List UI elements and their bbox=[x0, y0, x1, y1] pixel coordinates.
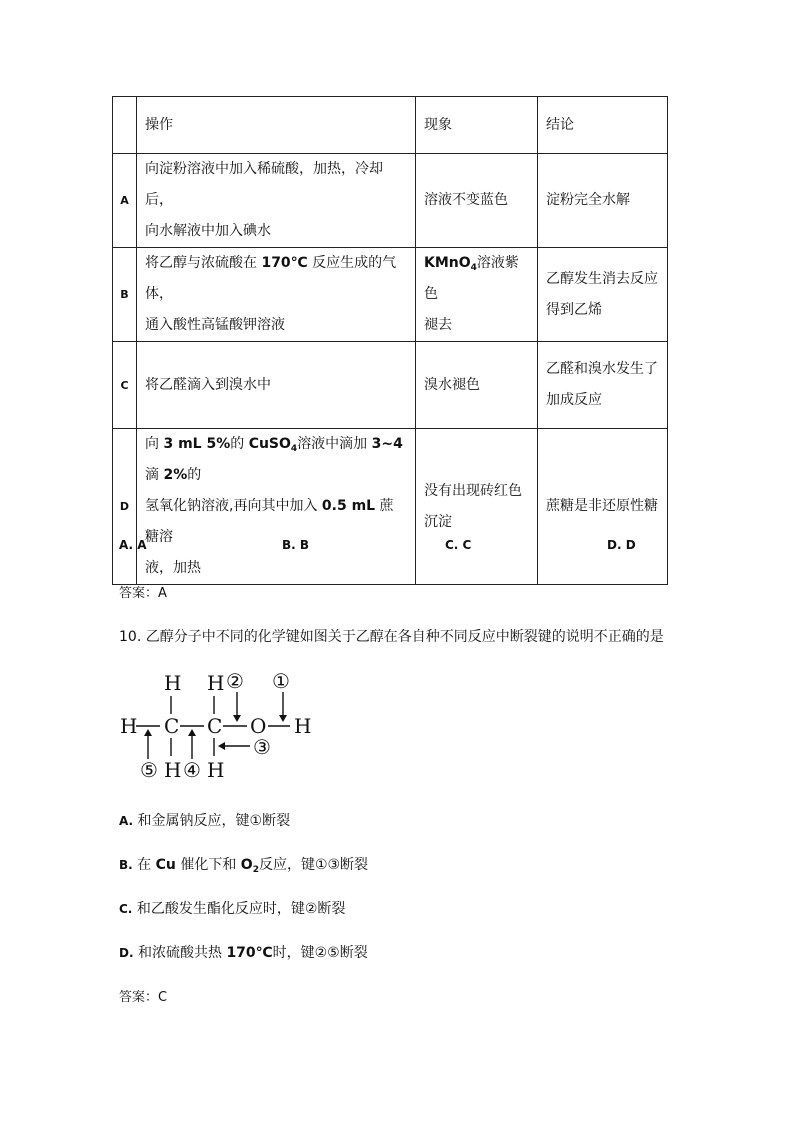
table-row bbox=[113, 248, 668, 342]
table-row bbox=[113, 429, 668, 585]
text-run: 3 mL 5% bbox=[163, 436, 231, 452]
cell-line: 通入酸性高锰酸钾溶液 bbox=[145, 317, 285, 333]
arrowhead-5 bbox=[144, 729, 152, 736]
text-run: 将乙醇与浓硫酸在 bbox=[145, 255, 262, 271]
arrowhead-4 bbox=[188, 729, 196, 736]
cell-line bbox=[145, 248, 407, 310]
cell-phenomenon: 溴水褪色 bbox=[416, 342, 538, 429]
text-run: 溶液紫色 bbox=[424, 255, 519, 302]
cell-line: 没有出现砖红色 bbox=[424, 482, 522, 499]
question-number: 10. bbox=[119, 629, 142, 645]
table-row bbox=[113, 342, 668, 429]
choice-b[interactable]: B. B bbox=[282, 538, 310, 552]
option-text: 催化下和 bbox=[175, 857, 241, 873]
text-run: 向 bbox=[145, 436, 164, 452]
table-row bbox=[113, 154, 668, 248]
option-d[interactable] bbox=[119, 942, 368, 962]
header-operation: 操作 bbox=[137, 97, 416, 154]
option-letter: D. bbox=[119, 946, 134, 960]
row-label: B bbox=[113, 248, 137, 342]
header-conclusion: 结论 bbox=[538, 97, 668, 154]
cell-phenomenon bbox=[416, 248, 538, 342]
text-run: KMnO bbox=[424, 255, 471, 271]
arrowhead-1 bbox=[279, 715, 287, 722]
atom-h-bottom-1: H bbox=[164, 758, 182, 782]
answer-q10: 答案：C bbox=[119, 990, 168, 1005]
subscript: 4 bbox=[290, 444, 298, 454]
option-text: 反应，键①③断裂 bbox=[258, 857, 369, 873]
text-run: 溶液中滴加 bbox=[297, 436, 372, 452]
arrowhead-3 bbox=[218, 742, 225, 750]
text-run: 氢氧化钠溶液,再向其中加入 bbox=[145, 498, 322, 514]
option-letter: A. bbox=[119, 814, 134, 828]
atom-h-bottom-2: H bbox=[207, 758, 225, 782]
cell-line bbox=[145, 429, 407, 491]
row-label: C bbox=[113, 342, 137, 429]
subscript: 2 bbox=[252, 865, 259, 875]
table-header-row bbox=[113, 97, 668, 154]
option-b[interactable] bbox=[119, 854, 368, 874]
bond-mark-4: ④ bbox=[183, 758, 201, 782]
question-text: 乙醇分子中不同的化学键如图关于乙醇在各自种不同反应中断裂键的说明不正确的是 bbox=[145, 629, 664, 645]
option-text: 170℃ bbox=[226, 945, 273, 961]
option-letter: C. bbox=[119, 902, 133, 916]
cell-line: 得到乙烯 bbox=[546, 301, 602, 318]
answer-q9: 答案：A bbox=[119, 586, 167, 601]
text-run: 3~4 bbox=[371, 436, 403, 452]
atom-c-2: C bbox=[207, 714, 223, 738]
option-text: 在 bbox=[137, 857, 156, 873]
cell-line: 沉淀 bbox=[424, 513, 452, 530]
text-run: 170℃ bbox=[261, 255, 308, 271]
atom-h-top-2: H bbox=[207, 671, 225, 695]
subscript: 4 bbox=[470, 263, 477, 273]
text-run: 的 bbox=[187, 467, 202, 483]
choice-c[interactable]: C. C bbox=[445, 538, 472, 552]
arrowhead-2 bbox=[233, 715, 241, 722]
text-run: 滴 bbox=[145, 467, 164, 483]
row-label: A bbox=[113, 154, 137, 248]
row-label: D bbox=[113, 429, 137, 585]
cell-conclusion bbox=[538, 342, 668, 429]
cell-conclusion bbox=[538, 248, 668, 342]
cell-line: 加成反应 bbox=[546, 392, 602, 408]
option-a[interactable] bbox=[119, 810, 290, 830]
cell-line: 褪去 bbox=[424, 317, 452, 333]
option-text: Cu bbox=[155, 857, 176, 873]
ethanol-structure-diagram bbox=[112, 664, 322, 784]
option-text: 和浓硫酸共热 bbox=[137, 945, 227, 961]
header-phenomenon: 现象 bbox=[416, 97, 538, 154]
cell-line bbox=[424, 248, 529, 310]
text-run: 0.5 mL bbox=[321, 498, 376, 514]
atom-h-left: H bbox=[120, 714, 138, 738]
choice-a[interactable]: A. A bbox=[119, 538, 147, 552]
question-10-stem bbox=[119, 626, 664, 646]
cell-line: 向淀粉溶液中加入稀硫酸，加热，冷却后， bbox=[145, 161, 383, 208]
option-text: 和金属钠反应，键①断裂 bbox=[137, 813, 291, 829]
atom-h-top-1: H bbox=[164, 671, 182, 695]
cell-line: 乙醛和溴水发生了 bbox=[546, 361, 658, 377]
text-run: CuSO bbox=[248, 436, 291, 452]
cell-conclusion: 蔗糖是非还原性糖 bbox=[538, 429, 668, 585]
text-run: 蔗糖溶 bbox=[145, 498, 394, 545]
choice-d[interactable]: D. D bbox=[607, 538, 636, 552]
text-run: 2% bbox=[163, 467, 188, 483]
cell-line: 乙醇发生消去反应 bbox=[546, 270, 658, 287]
cell-line: 向水解液中加入碘水 bbox=[145, 223, 271, 239]
cell-phenomenon: 溶液不变蓝色 bbox=[416, 154, 538, 248]
bond-mark-3: ③ bbox=[253, 735, 271, 759]
cell-operation: 将乙醛滴入到溴水中 bbox=[137, 342, 416, 429]
cell-line: 液，加热 bbox=[145, 560, 201, 576]
bond-mark-5: ⑤ bbox=[140, 758, 158, 782]
text-run: 的 bbox=[230, 436, 249, 452]
cell-operation bbox=[137, 248, 416, 342]
cell-phenomenon bbox=[416, 429, 538, 585]
experiment-table bbox=[112, 96, 668, 585]
atom-c-1: C bbox=[164, 714, 180, 738]
cell-conclusion: 淀粉完全水解 bbox=[538, 154, 668, 248]
cell-line bbox=[145, 491, 407, 553]
option-text: 和乙酸发生酯化反应时，键②断裂 bbox=[136, 901, 346, 917]
atom-h-right: H bbox=[294, 714, 312, 738]
bond-mark-2: ② bbox=[226, 669, 244, 693]
option-text: 时，键②⑤断裂 bbox=[272, 945, 368, 961]
option-c[interactable] bbox=[119, 898, 345, 918]
option-text: O bbox=[240, 857, 253, 873]
option-letter: B. bbox=[119, 858, 133, 872]
atom-o: O bbox=[250, 714, 267, 738]
cell-operation bbox=[137, 154, 416, 248]
cell-operation bbox=[137, 429, 416, 585]
header-blank bbox=[113, 97, 137, 154]
text-run: 反应生成的气体， bbox=[145, 255, 397, 302]
bond-mark-1: ① bbox=[272, 669, 290, 693]
